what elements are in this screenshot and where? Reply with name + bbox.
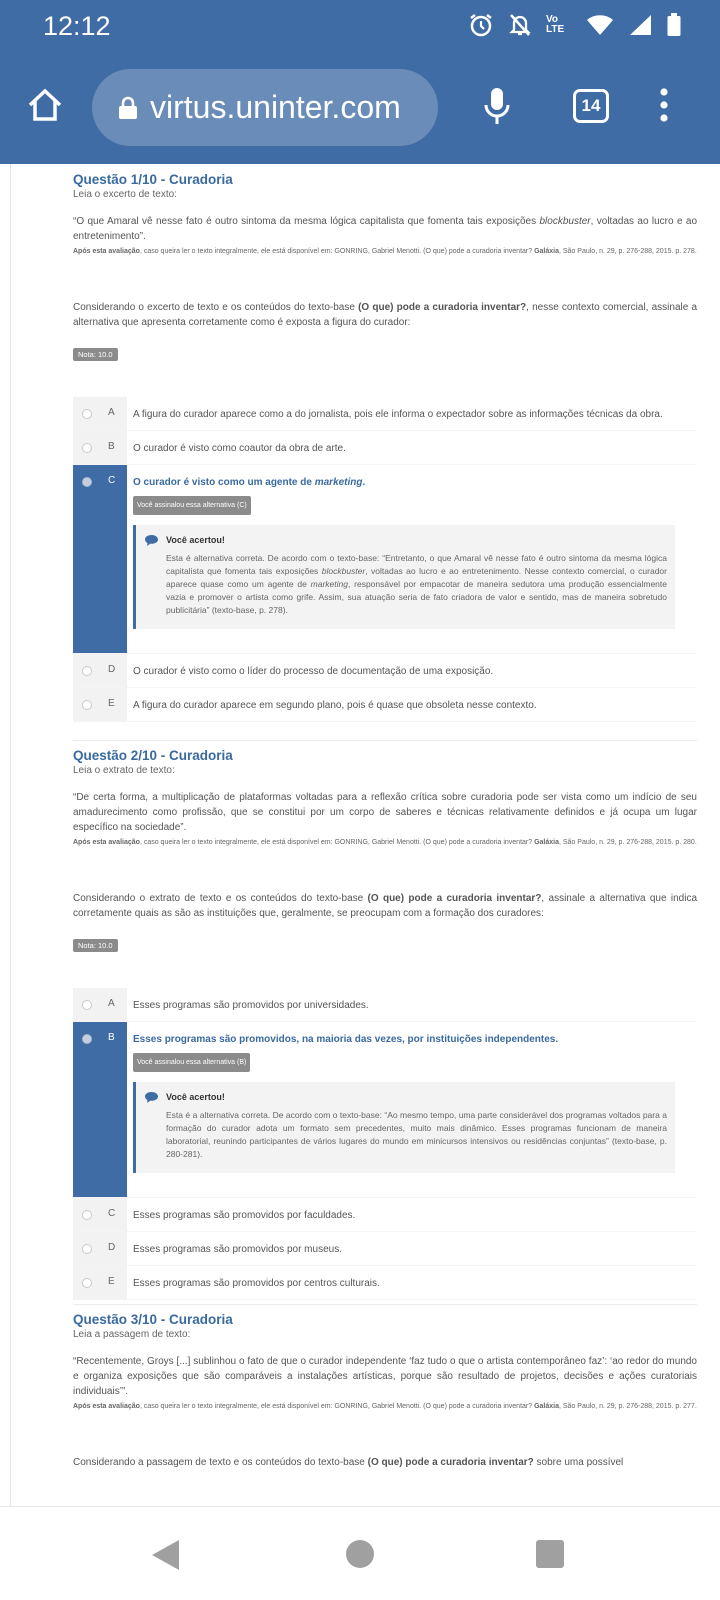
alternative-c[interactable] bbox=[73, 1198, 697, 1232]
alternative-text: O curador é visto como o líder do processo de documentação de uma exposição. bbox=[133, 666, 494, 677]
alternative-text: O curador é visto como um agente de marketing. bbox=[133, 477, 366, 488]
question-title: Questão 2/10 - Curadoria bbox=[73, 748, 233, 763]
microphone-icon[interactable] bbox=[484, 86, 510, 126]
status-time: 12:12 bbox=[43, 11, 111, 41]
alternative-text: O curador é visto como coautor da obra de arte. bbox=[133, 443, 346, 454]
radio-button[interactable] bbox=[82, 477, 92, 487]
question-intro: Leia a passagem de texto: bbox=[73, 1329, 191, 1340]
question-quote: “De certa forma, a multiplicação de plataformas voltadas para a reflexão crítica sobre curadoria pode ser vista como um indício de seu amadurecimento como profissão, que se constitui por um corpo de saberes e técnicas relativamente definidos e já ocupa um lugar específico na sociedade”. bbox=[73, 792, 697, 833]
radio-button[interactable] bbox=[82, 1210, 92, 1220]
radio-button[interactable] bbox=[82, 1278, 92, 1288]
alternative-e[interactable] bbox=[73, 1266, 697, 1300]
alternative-letter: E bbox=[108, 1276, 115, 1287]
alternative-d[interactable] bbox=[73, 654, 697, 688]
question-source: Após esta avaliação, caso queira ler o texto integralmente, ele está disponível em: GONRING, Gabriel Menotti. (O que) pode a curadoria inventar? Galáxia, São Paulo, n. 29, p. 276-288, 2015. p. 278. bbox=[73, 248, 697, 255]
alternative-letter: C bbox=[108, 1208, 116, 1219]
alternative-letter: D bbox=[108, 1242, 116, 1253]
alternative-b-selected[interactable] bbox=[73, 1022, 697, 1198]
question-3-header bbox=[73, 1312, 697, 1470]
recent-apps-button[interactable] bbox=[536, 1540, 564, 1568]
selected-alternative-badge: Você assinalou essa alternativa (C) bbox=[133, 496, 251, 515]
grade-badge: Nota: 10.0 bbox=[73, 939, 118, 952]
feedback-box bbox=[133, 525, 675, 629]
question-intro: Leia o extrato de texto: bbox=[73, 765, 175, 776]
lte-label: LTE bbox=[546, 24, 565, 35]
radio-button[interactable] bbox=[82, 409, 92, 419]
page-content[interactable] bbox=[0, 164, 720, 1506]
feedback-box bbox=[133, 1082, 675, 1173]
comment-icon bbox=[144, 534, 159, 547]
alternative-c-selected[interactable] bbox=[73, 465, 697, 654]
status-icons bbox=[468, 12, 682, 38]
alternative-a[interactable] bbox=[73, 397, 697, 431]
back-icon[interactable] bbox=[150, 1539, 180, 1571]
more-options-icon[interactable] bbox=[660, 88, 668, 122]
home-button[interactable] bbox=[346, 1540, 374, 1568]
question-2-alternatives bbox=[73, 988, 697, 1300]
address-bar[interactable] bbox=[92, 69, 438, 146]
question-source: Após esta avaliação, caso queira ler o texto integralmente, ele está disponível em: GONRING, Gabriel Menotti. (O que) pode a curadoria inventar? Galáxia, São Paulo, n. 29, p. 276-288, 2015. p. 280. bbox=[73, 839, 697, 846]
feedback-text: Esta é a alternativa correta. De acordo com o texto-base: “Ao mesmo tempo, uma parte considerável dos programas voltados para a formação do curador adota um formato sem precedentes, muito mais dinâmico. Esses programas funcionam de maneira laboratorial, reunindo participantes de vários lugares do mundo em minicursos intensivos ou residências conjuntas” (texto-base, p. 280-281). bbox=[166, 1110, 667, 1159]
question-2-header bbox=[73, 748, 697, 953]
alternative-b[interactable] bbox=[73, 431, 697, 465]
question-title: Questão 1/10 - Curadoria bbox=[73, 172, 233, 187]
question-intro: Leia o excerto de texto: bbox=[73, 189, 177, 200]
feedback-text: Esta é alternativa correta. De acordo com o texto-base: “Entretanto, o que Amaral vê nesse fato é outro sintoma da mesma lógica capitalista que fomenta tais exposições blockbuster, voltadas ao lucro e ao entretenimento. Nesse contexto comercial, o curador aparece quase como um agente de marketing, responsável por empacotar de maneira sedutora uma produção essencialmente vazia e promover o artista como grife. Assim, sua atuação seria de fato criadora de valor e sentido, mas de maneira sobretudo publicitária” (texto-base, p. 278). bbox=[166, 553, 667, 615]
url-row bbox=[0, 68, 720, 146]
alternative-text: Esses programas são promovidos por faculdades. bbox=[133, 1210, 356, 1221]
alternative-letter: A bbox=[108, 407, 115, 418]
alternative-letter: E bbox=[108, 698, 115, 709]
alternative-letter: B bbox=[108, 441, 115, 452]
volte-lte-icon bbox=[546, 15, 572, 35]
alternative-text: Esses programas são promovidos, na maioria das vezes, por instituições independentes. bbox=[133, 1034, 559, 1045]
alternative-text: A figura do curador aparece como a do jornalista, pois ele informa o expectador sobre as informações técnicas da obra. bbox=[133, 409, 663, 420]
alternative-d[interactable] bbox=[73, 1232, 697, 1266]
browser-top-bar bbox=[0, 0, 720, 164]
tab-switcher-button[interactable]: 14 bbox=[573, 89, 609, 123]
page-left-border bbox=[10, 164, 11, 1506]
question-1-alternatives bbox=[73, 397, 697, 722]
radio-button[interactable] bbox=[82, 666, 92, 676]
alternative-content bbox=[127, 465, 697, 653]
question-separator bbox=[73, 1304, 697, 1305]
alternative-a[interactable] bbox=[73, 988, 697, 1022]
alternative-text: A figura do curador aparece em segundo plano, pois é quase que obsoleta nesse contexto. bbox=[133, 700, 537, 711]
question-1-header bbox=[73, 172, 697, 362]
question-prompt: Considerando o excerto de texto e os conteúdos do texto-base (O que) pode a curadoria inventar?, nesse contexto comercial, assinale a alternativa que apresenta corretamente como é exposta a figura do curador: bbox=[73, 302, 698, 328]
feedback-title: Você acertou! bbox=[166, 535, 225, 545]
question-source: Após esta avaliação, caso queira ler o texto integralmente, ele está disponível em: GONRING, Gabriel Menotti. (O que) pode a curadoria inventar? Galáxia, São Paulo, n. 29, p. 276-288, 2015. p. 277. bbox=[73, 1403, 697, 1410]
alternative-content bbox=[127, 1022, 697, 1197]
alternative-letter: A bbox=[108, 998, 115, 1009]
android-nav-bar bbox=[0, 1506, 720, 1600]
question-separator bbox=[73, 740, 697, 741]
question-prompt: Considerando o extrato de texto e os conteúdos do texto-base (O que) pode a curadoria inventar?, assinale a alternativa que indica corretamente quais as são as instituições que, geralmente, se preocupam com a formação dos curadores: bbox=[73, 893, 698, 919]
question-prompt: Considerando a passagem de texto e os conteúdos do texto-base (O que) pode a curadoria inventar? sobre uma possível bbox=[73, 1457, 624, 1468]
alternative-letter: B bbox=[108, 1032, 115, 1043]
alternative-text: Esses programas são promovidos por centros culturais. bbox=[133, 1278, 380, 1289]
home-icon[interactable] bbox=[26, 86, 64, 124]
radio-button[interactable] bbox=[82, 1244, 92, 1254]
radio-button[interactable] bbox=[82, 1034, 92, 1044]
question-title: Questão 3/10 - Curadoria bbox=[73, 1312, 233, 1327]
url-text: virtus.uninter.com bbox=[150, 89, 401, 125]
notifications-off-icon bbox=[508, 12, 532, 38]
feedback-title: Você acertou! bbox=[166, 1092, 225, 1102]
alternative-letter: C bbox=[108, 475, 116, 486]
signal-icon bbox=[628, 14, 652, 36]
radio-button[interactable] bbox=[82, 1000, 92, 1010]
radio-button[interactable] bbox=[82, 700, 92, 710]
comment-icon bbox=[144, 1091, 159, 1104]
status-bar bbox=[0, 0, 720, 54]
lock-icon bbox=[118, 96, 138, 120]
question-quote: “O que Amaral vê nesse fato é outro sintoma da mesma lógica capitalista que fomenta tais exposições blockbuster, voltadas ao lucro e ao entretenimento”. bbox=[73, 216, 697, 242]
alternative-e[interactable] bbox=[73, 688, 697, 722]
alternative-text: Esses programas são promovidos por museus. bbox=[133, 1244, 342, 1255]
alternative-text: Esses programas são promovidos por universidades. bbox=[133, 1000, 369, 1011]
alarm-icon bbox=[468, 12, 494, 38]
radio-button[interactable] bbox=[82, 443, 92, 453]
wifi-icon bbox=[586, 14, 614, 36]
grade-badge: Nota: 10.0 bbox=[73, 348, 118, 361]
selected-alternative-badge: Você assinalou essa alternativa (B) bbox=[133, 1053, 250, 1072]
question-quote: “Recentemente, Groys [...] sublinhou o fato de que o curador independente ‘faz tudo o que o artista contemporâneo faz’: ‘ao redor do mundo e organiza exposições que são comparáveis a instalações artísticas, porque são resultado de projetos, decisões e ações curatoriais individuais’”. bbox=[73, 1356, 697, 1397]
battery-icon bbox=[666, 12, 682, 38]
volte-label: Vo bbox=[546, 14, 559, 25]
alternative-letter: D bbox=[108, 664, 116, 675]
